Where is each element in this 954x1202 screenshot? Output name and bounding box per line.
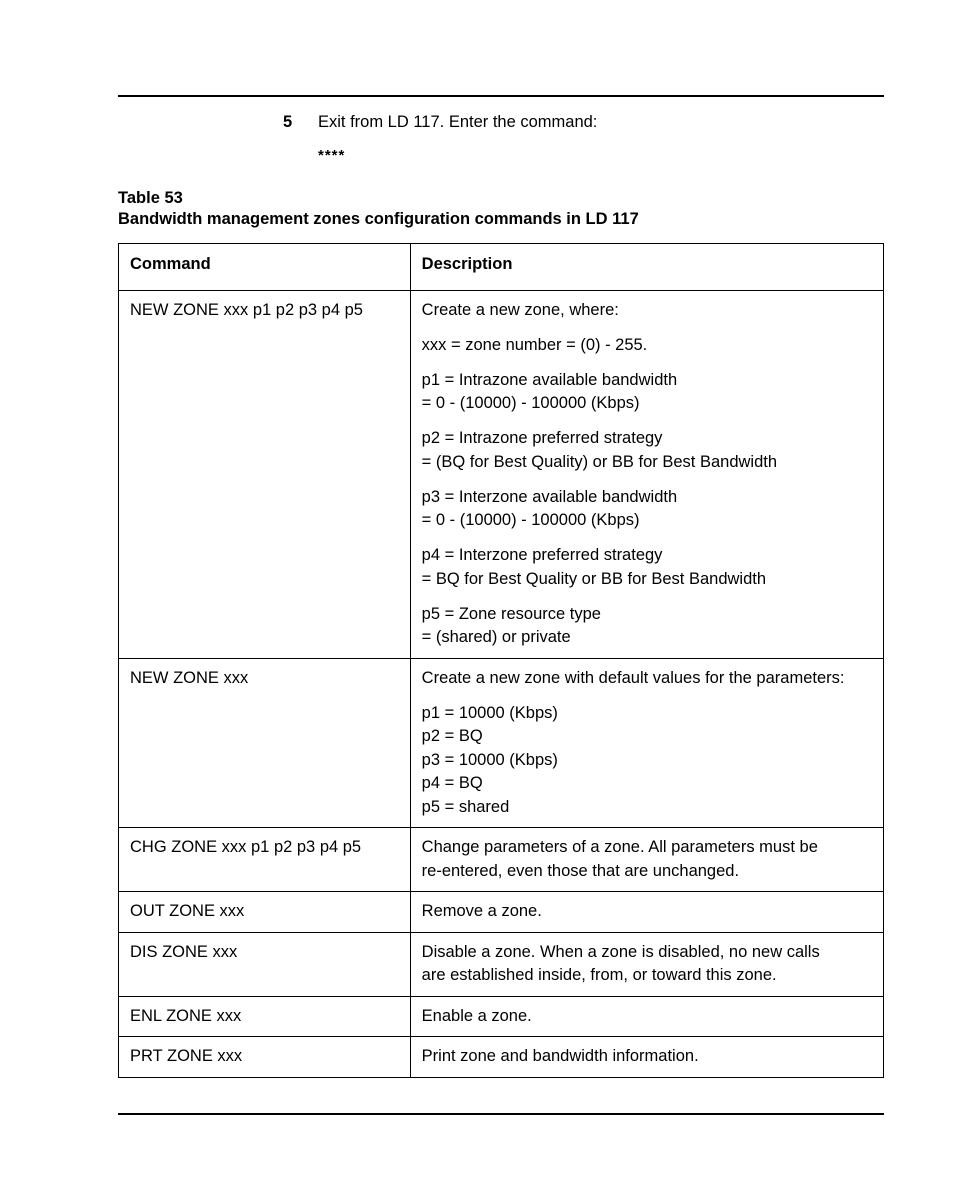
description-paragraph (422, 702, 872, 820)
table-body (119, 290, 884, 1077)
description-paragraph (422, 1005, 872, 1029)
table-row (119, 1037, 884, 1078)
description-line: p2 = BQ (421, 727, 483, 745)
description-paragraph (422, 603, 872, 650)
description-line: Create a new zone with default values for the parameters: (421, 668, 845, 687)
footer-rule (118, 1113, 884, 1115)
table-row (119, 892, 884, 933)
description-line: = 0 - (10000) - 100000 (Kbps) (421, 394, 640, 412)
command-cell: CHG ZONE xxx p1 p2 p3 p4 p5 (119, 828, 411, 892)
description-line: = BQ for Best Quality or BB for Best Bandwidth (421, 569, 767, 588)
description-line: xxx = zone number = (0) - 255. (421, 335, 648, 354)
description-cell (410, 658, 883, 828)
step-number: 5 (283, 113, 293, 131)
description-paragraph (422, 369, 872, 416)
command-cell: DIS ZONE xxx (119, 932, 411, 996)
description-line: re-entered, even those that are unchanged. (421, 861, 740, 880)
column-header-description: Description (410, 244, 883, 291)
command-cell: ENL ZONE xxx (119, 996, 411, 1037)
command-cell: NEW ZONE xxx (119, 658, 411, 828)
description-line: Create a new zone, where: (421, 300, 619, 319)
description-line: = (shared) or private (421, 628, 571, 646)
description-line: Print zone and bandwidth information. (421, 1047, 699, 1065)
description-cell (410, 932, 883, 996)
table-row (119, 658, 884, 828)
description-paragraph (422, 544, 872, 591)
description-line: p4 = BQ (421, 774, 483, 792)
commands-table (118, 243, 884, 1078)
description-line: p2 = Intrazone preferred strategy (421, 429, 663, 447)
command-cell: PRT ZONE xxx (119, 1037, 411, 1078)
description-paragraph (422, 836, 872, 883)
description-line: = 0 - (10000) - 100000 (Kbps) (421, 511, 640, 529)
description-paragraph (422, 427, 872, 474)
description-cell (410, 892, 883, 933)
table-row (119, 996, 884, 1037)
table-row (119, 828, 884, 892)
column-header-command: Command (119, 244, 411, 291)
description-cell (410, 828, 883, 892)
description-line: Enable a zone. (421, 1006, 532, 1025)
description-paragraph (422, 299, 872, 323)
description-cell (410, 1037, 883, 1078)
description-line: p5 = shared (421, 797, 510, 816)
description-line: Disable a zone. When a zone is disabled, no new calls (421, 942, 820, 961)
description-paragraph (422, 667, 872, 691)
step-text: Exit from LD 117. Enter the command: (318, 113, 598, 131)
description-line: Change parameters of a zone. All parameters must be (421, 838, 818, 856)
description-line: p3 = 10000 (Kbps) (421, 750, 558, 769)
header-rule (118, 95, 884, 97)
description-line: p3 = Interzone available bandwidth (421, 487, 678, 506)
description-paragraph (422, 334, 872, 358)
description-line: Remove a zone. (421, 902, 542, 920)
description-paragraph (422, 486, 872, 533)
description-line: p1 = Intrazone available bandwidth (421, 370, 678, 389)
description-line: p5 = Zone resource type (421, 604, 601, 623)
description-line: p4 = Interzone preferred strategy (421, 546, 663, 564)
description-line: are established inside, from, or toward this zone. (421, 966, 777, 984)
table-header-row (119, 244, 884, 291)
description-paragraph (422, 900, 872, 924)
description-line: p1 = 10000 (Kbps) (421, 703, 558, 722)
description-paragraph (422, 1045, 872, 1069)
table-row (119, 290, 884, 658)
table-caption (118, 188, 639, 230)
description-cell (410, 290, 883, 658)
command-cell: OUT ZONE xxx (119, 892, 411, 933)
step-command: **** (318, 147, 346, 164)
command-cell: NEW ZONE xxx p1 p2 p3 p4 p5 (119, 290, 411, 658)
description-cell (410, 996, 883, 1037)
table-title: Bandwidth management zones configuration commands in LD 117 (118, 210, 639, 228)
description-paragraph (422, 941, 872, 988)
description-line: = (BQ for Best Quality) or BB for Best Bandwidth (421, 452, 778, 471)
table-label: Table 53 (118, 189, 183, 207)
table-row (119, 932, 884, 996)
